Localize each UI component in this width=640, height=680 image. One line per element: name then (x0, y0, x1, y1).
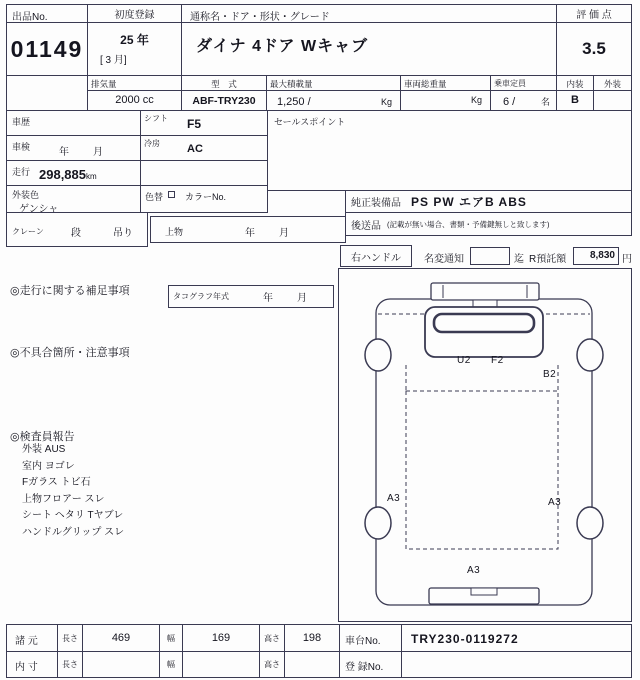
inspection-row (6, 135, 141, 161)
length-label: 長さ (57, 624, 83, 652)
crane-row (6, 212, 148, 247)
shift-value: F5 (187, 117, 202, 131)
interior-exterior-cell (556, 75, 632, 111)
max-load-label: 最大積載量 (267, 76, 400, 91)
inspector-item: Fガラス トビ石 (22, 477, 91, 488)
registration-no-label: 登 録No. (339, 651, 402, 678)
damage-mark: U2 (457, 355, 471, 366)
inspector-report-list (22, 442, 124, 541)
max-load-cell (266, 75, 401, 111)
ac-cell (140, 135, 268, 161)
height-label: 高さ (259, 651, 285, 678)
shift-label: シフト (144, 114, 168, 123)
mileage-note-title: ◎走行に関する補足事項 (10, 285, 130, 297)
inspector-item: 外装 AUS (22, 444, 66, 455)
sales-point-label: セールスポイント (274, 117, 346, 127)
inspection-label: 車検 (12, 142, 31, 152)
late-items-row (345, 212, 632, 236)
inspection-value: 年 月 (59, 147, 110, 158)
spec-length-value: 469 (82, 624, 160, 652)
damage-mark: A3 (467, 565, 481, 576)
color-no-label: カラーNo. (185, 192, 227, 202)
displacement-value: 2000 cc (115, 94, 154, 106)
gvw-unit: Kg (470, 95, 482, 105)
shift-cell (140, 110, 268, 136)
late-items-note: (記載が無い場合、書類・予備鍵無しと致します) (387, 219, 550, 229)
name-change-label: 名変通知 (424, 254, 464, 265)
tachograph-value: 年 月 (263, 293, 314, 304)
exterior-color-value: ゲンシャ (19, 204, 59, 215)
history-row (6, 110, 141, 136)
tachograph-box (168, 285, 334, 308)
capacity-unit: 名 (540, 97, 550, 107)
score-value: 3.5 (556, 22, 632, 76)
max-load-value: 1,250 / (277, 95, 311, 108)
inner-width-value (182, 651, 260, 678)
first-registration-value (87, 22, 182, 76)
body-equipment-box (150, 216, 346, 243)
damage-mark: A3 (548, 497, 562, 508)
mileage-value: 298,885 (39, 167, 86, 182)
damage-mark: F2 (491, 355, 504, 366)
deposit-label: R預託額 (529, 254, 567, 265)
body-equipment-value: 年 月 (245, 228, 296, 239)
until-label: 迄 (514, 254, 524, 265)
crane-label: クレーン (12, 227, 44, 236)
registration-no-value (401, 651, 632, 678)
exterior-color-label: 外装色 (12, 190, 40, 200)
inspector-item: シート ヘタリ Tヤブレ (22, 510, 124, 521)
late-items-label: 後送品 (351, 220, 381, 232)
exterior-grade (594, 91, 631, 110)
rhd-box: 右ハンドル (340, 245, 412, 267)
equipment-label: 純正装備品 (351, 198, 401, 209)
color-change-checkbox (168, 191, 175, 198)
capacity-value: 6 / (503, 95, 516, 108)
model-code-cell (181, 75, 267, 111)
sales-point-box (267, 110, 632, 191)
defect-note-title: ◎不具合箇所・注意事項 (10, 347, 130, 359)
crane-hoist-label: 吊り (113, 228, 133, 239)
body-equipment-label: 上物 (165, 227, 184, 237)
width-label: 幅 (159, 651, 183, 678)
spec-width-value: 169 (182, 624, 260, 652)
chassis-no-label: 車台No. (339, 624, 402, 652)
vehicle-name-cell (181, 22, 557, 76)
chassis-no-value: TRY230-0119272 (401, 624, 632, 652)
gvw-cell (400, 75, 491, 111)
equipment-value: PS PW エアB ABS (411, 195, 527, 209)
inspector-item: ハンドルグリップ スレ (22, 526, 125, 538)
capacity-cell (490, 75, 557, 111)
deposit-value: 8,830 (573, 247, 619, 265)
ac-value: AC (187, 143, 203, 155)
ac-label: 冷房 (144, 139, 160, 148)
capacity-label: 乗車定員 (491, 76, 556, 91)
fuel-cell (140, 160, 268, 186)
inner-length-value (82, 651, 160, 678)
score-header: 評 価 点 (556, 4, 632, 23)
width-label: 幅 (159, 624, 183, 652)
height-label: 高さ (259, 624, 285, 652)
mileage-unit: km (86, 172, 97, 181)
damage-mark: A3 (387, 493, 401, 504)
damage-mark: B2 (543, 369, 557, 380)
lot-number-header: 出品No. (6, 4, 88, 23)
gvw-label: 車両総重量 (401, 76, 490, 91)
tachograph-label: タコグラフ年式 (173, 292, 229, 301)
crane-step-label: 段 (71, 228, 81, 239)
vehicle-diagram-box (338, 268, 632, 622)
vehicle-name: ダイナ 4ドア Wキャブ (196, 38, 369, 55)
vehicle-name-header: 通称名・ドア・形状・グレード (181, 4, 557, 23)
spec-row-label: 諸 元 (6, 624, 58, 652)
lot-number: 01149 (6, 22, 88, 76)
name-change-date-box (470, 247, 510, 265)
displacement-label: 排気量 (88, 76, 181, 91)
displacement-cell (87, 75, 182, 111)
history-label: 車歴 (12, 117, 31, 127)
max-load-unit: Kg (380, 96, 392, 107)
inspector-report-title: ◎検査員報告 (10, 431, 75, 443)
equipment-row (345, 190, 632, 213)
first-reg-month: [ 3 月] (100, 55, 127, 66)
inner-height-value (284, 651, 340, 678)
exterior-label: 外装 (594, 76, 631, 91)
color-change-label: 色替 (145, 192, 164, 202)
truck-top-view-diagram (339, 269, 631, 621)
inner-dim-row-label: 内 寸 (6, 651, 58, 678)
color-change-cell (140, 185, 268, 213)
interior-grade: B (571, 94, 579, 106)
first-reg-year: 25 年 (120, 33, 149, 47)
lot-empty-cell (6, 75, 88, 111)
first-registration-header: 初度登録 (87, 4, 182, 23)
model-label: 型 式 (182, 76, 266, 91)
yen-label: 円 (622, 254, 632, 265)
mileage-label: 走行 (12, 167, 31, 177)
length-label: 長さ (57, 651, 83, 678)
exterior-color-row (6, 185, 141, 213)
interior-label: 内装 (557, 76, 593, 91)
model-value: ABF-TRY230 (192, 95, 256, 107)
mileage-row (6, 160, 141, 186)
inspector-item: 上物フロアー スレ (22, 493, 105, 505)
spec-height-value: 198 (284, 624, 340, 652)
inspector-item: 室内 ヨゴレ (22, 460, 75, 472)
